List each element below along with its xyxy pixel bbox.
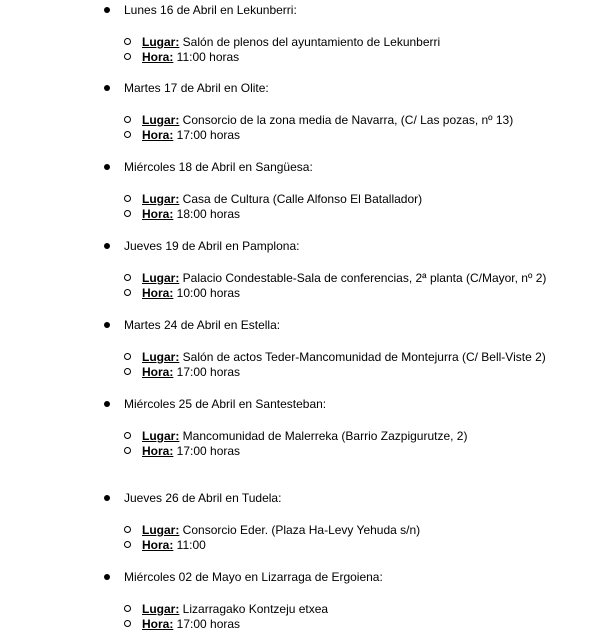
time-value: 11:00	[173, 538, 206, 552]
event-title: Martes 17 de Abril en Olite:	[124, 81, 269, 95]
event-title: Miércoles 02 de Mayo en Lizarraga de Ergoiena:	[124, 570, 383, 584]
circle-bullet-icon	[124, 53, 131, 60]
bullet-icon	[104, 495, 110, 501]
bullet-icon	[104, 401, 110, 407]
event-place-line	[124, 349, 546, 365]
event-heading	[104, 238, 299, 254]
time-label: Hora:	[142, 207, 174, 221]
circle-bullet-icon	[124, 620, 131, 627]
event-place-line	[124, 270, 546, 286]
bullet-icon	[104, 574, 110, 580]
time-value: 17:00 horas	[173, 128, 241, 142]
place-value: Casa de Cultura (Calle Alfonso El Batallador)	[179, 192, 423, 206]
time-label: Hora:	[142, 617, 174, 631]
circle-bullet-icon	[124, 541, 131, 548]
circle-bullet-icon	[124, 432, 131, 439]
circle-bullet-icon	[124, 131, 131, 138]
place-label: Lugar:	[142, 429, 180, 443]
bullet-icon	[104, 85, 110, 91]
place-value: Salón de plenos del ayuntamiento de Lekunberri	[179, 35, 441, 49]
time-value: 17:00 horas	[173, 444, 241, 458]
event-place-line	[124, 112, 513, 128]
circle-bullet-icon	[124, 116, 131, 123]
place-label: Lugar:	[142, 35, 180, 49]
time-label: Hora:	[142, 286, 174, 300]
circle-bullet-icon	[124, 289, 131, 296]
event-title: Miércoles 25 de Abril en Santesteban:	[124, 397, 327, 411]
place-value: Mancomunidad de Malerreka (Barrio Zazpigurutze, 2)	[179, 429, 468, 443]
place-label: Lugar:	[142, 602, 180, 616]
event-title: Martes 24 de Abril en Estella:	[124, 318, 281, 332]
bullet-icon	[104, 164, 110, 170]
event-title: Lunes 16 de Abril en Lekunberri:	[124, 3, 297, 17]
event-time-line	[124, 537, 206, 553]
time-label: Hora:	[142, 365, 174, 379]
place-label: Lugar:	[142, 523, 180, 537]
event-time-line	[124, 443, 240, 459]
time-value: 17:00 horas	[173, 617, 241, 631]
circle-bullet-icon	[124, 605, 131, 612]
time-label: Hora:	[142, 444, 174, 458]
place-value: Consorcio de la zona media de Navarra, (C/ Las pozas, nº 13)	[179, 113, 514, 127]
event-time-line	[124, 364, 240, 380]
event-heading	[104, 159, 313, 175]
circle-bullet-icon	[124, 210, 131, 217]
event-title: Jueves 26 de Abril en Tudela:	[124, 491, 282, 505]
event-time-line	[124, 616, 240, 632]
bullet-icon	[104, 243, 110, 249]
event-heading	[104, 317, 280, 333]
event-heading	[104, 569, 383, 585]
event-time-line	[124, 49, 239, 65]
bullet-icon	[104, 7, 110, 13]
event-heading	[104, 396, 326, 412]
event-heading	[104, 490, 281, 506]
place-value: Palacio Condestable-Sala de conferencias, 2ª planta (C/Mayor, nº 2)	[179, 271, 547, 285]
circle-bullet-icon	[124, 274, 131, 281]
event-place-line	[124, 34, 440, 50]
event-place-line	[124, 428, 467, 444]
place-value: Consorcio Eder. (Plaza Ha-Levy Yehuda s/n)	[179, 523, 421, 537]
place-label: Lugar:	[142, 192, 180, 206]
time-value: 17:00 horas	[173, 365, 241, 379]
time-value: 11:00 horas	[173, 50, 240, 64]
event-title: Jueves 19 de Abril en Pamplona:	[124, 239, 300, 253]
circle-bullet-icon	[124, 526, 131, 533]
circle-bullet-icon	[124, 368, 131, 375]
event-time-line	[124, 127, 240, 143]
circle-bullet-icon	[124, 447, 131, 454]
circle-bullet-icon	[124, 353, 131, 360]
place-label: Lugar:	[142, 350, 180, 364]
event-heading	[104, 80, 269, 96]
circle-bullet-icon	[124, 195, 131, 202]
circle-bullet-icon	[124, 38, 131, 45]
time-label: Hora:	[142, 50, 174, 64]
event-heading	[104, 2, 297, 18]
event-place-line	[124, 601, 328, 617]
event-title: Miércoles 18 de Abril en Sangüesa:	[124, 160, 313, 174]
place-label: Lugar:	[142, 113, 180, 127]
place-value: Lizarragako Kontzeju etxea	[179, 602, 329, 616]
time-label: Hora:	[142, 538, 174, 552]
time-value: 18:00 horas	[173, 207, 241, 221]
place-label: Lugar:	[142, 271, 180, 285]
time-value: 10:00 horas	[173, 286, 241, 300]
event-place-line	[124, 522, 420, 538]
place-value: Salón de actos Teder-Mancomunidad de Montejurra (C/ Bell-Viste 2)	[179, 350, 546, 364]
event-time-line	[124, 206, 240, 222]
bullet-icon	[104, 322, 110, 328]
time-label: Hora:	[142, 128, 174, 142]
event-time-line	[124, 285, 240, 301]
event-place-line	[124, 191, 422, 207]
